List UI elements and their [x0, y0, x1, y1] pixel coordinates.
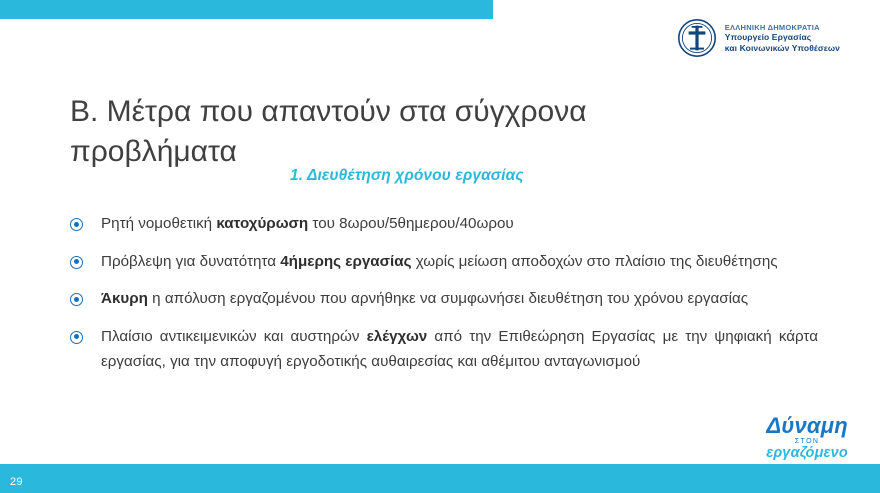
bottom-accent-bar: [0, 464, 880, 493]
slogan-line1: Δύναμη: [766, 412, 848, 438]
top-accent-bar: [0, 0, 493, 19]
bullet-item: [70, 287, 818, 312]
slide-subtitle: 1. Διευθέτηση χρόνου εργασίας: [290, 167, 524, 184]
bullet-list: [70, 212, 818, 374]
bullet-point-icon: [70, 218, 83, 231]
bullet-point-icon: [70, 331, 83, 344]
ministry-logo-line2: Υπουργείο Εργασίας: [724, 32, 812, 43]
bullet-item: [70, 250, 818, 275]
bullet-point-icon: [70, 293, 83, 306]
bullet-text: Άκυρη η απόλυση εργαζομένου που αρνήθηκε να συμφωνήσει διευθέτηση του χρόνου εργασίας: [101, 290, 749, 308]
bullet-text: Ρητή νομοθετική κατοχύρωση του 8ωρου/5θημερου/40ωρου: [101, 215, 514, 232]
bullet-point-icon: [70, 256, 83, 269]
ministry-logo-line1: ΕΛΛΗΝΙΚΗ ΔΗΜΟΚΡΑΤΙΑ: [724, 22, 820, 32]
slogan-line3: εργαζόμενο: [766, 444, 848, 461]
ministry-logo-line3: και Κοινωνικών Υποθέσεων: [724, 42, 840, 53]
bullet-text: Πρόβλεψη για δυνατότητα 4ήμερης εργασίας χωρίς μείωση αποδοχών στο πλαίσιο της διευθέτησης: [101, 252, 778, 270]
page-number: 29: [10, 476, 23, 488]
slogan-line2: ΣΤΟΝ: [794, 437, 820, 445]
ministry-logo-text: [725, 23, 840, 54]
greek-emblem-icon: [677, 18, 717, 58]
campaign-slogan: [766, 412, 848, 461]
bullet-item: [70, 212, 818, 237]
bullet-item: [70, 325, 818, 374]
slide-title: Β. Μέτρα που απαντούν στα σύγχρονα προβλήματα: [70, 95, 587, 168]
ministry-logo: [677, 18, 840, 58]
bullet-text: Πλαίσιο αντικειμενικών και αυστηρών ελέγχων από την Επιθεώρηση Εργασίας με την ψηφιακή κάρτα εργασίας, για την αποφυγή εργοδοτικής αυθαιρεσίας και αθέμιτου ανταγωνισμού: [101, 327, 818, 370]
